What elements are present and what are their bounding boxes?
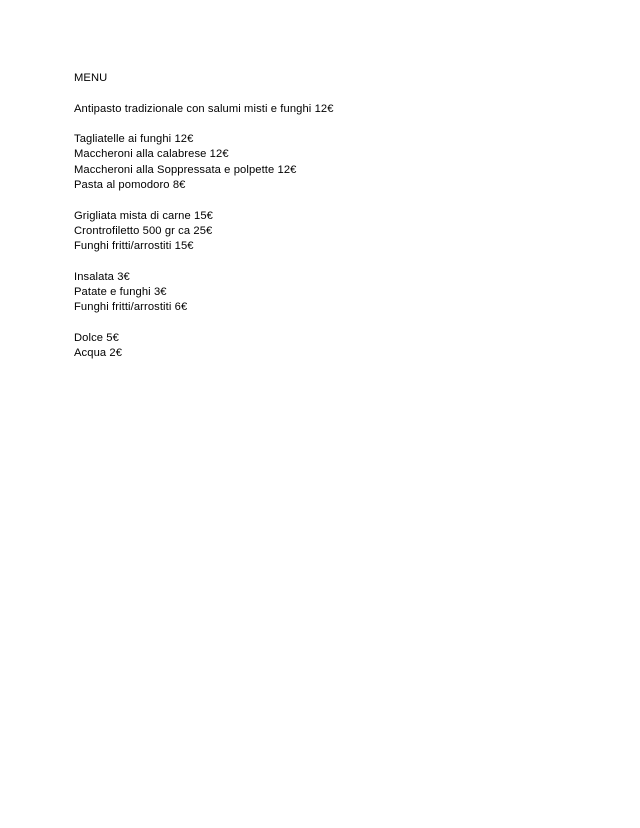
menu-item: Antipasto tradizionale con salumi misti e funghi 12€ — [74, 102, 334, 115]
menu-item: Crontrofiletto 500 gr ca 25€ — [74, 224, 213, 237]
document-body — [74, 71, 580, 362]
menu-item: Acqua 2€ — [74, 347, 123, 360]
menu-item: Funghi fritti/arrostiti 6€ — [74, 301, 188, 314]
dolci-bevande-block — [74, 331, 580, 362]
primi-block — [74, 132, 580, 193]
menu-item: Tagliatelle ai funghi 12€ — [74, 133, 194, 146]
spacer — [74, 255, 580, 270]
menu-item: Patate e funghi 3€ — [74, 286, 167, 299]
secondi-block — [74, 209, 580, 255]
menu-item: Grigliata mista di carne 15€ — [74, 209, 213, 222]
page-title: MENU — [74, 72, 108, 84]
antipasti-block — [74, 102, 580, 117]
menu-item: Insalata 3€ — [74, 270, 130, 283]
spacer — [74, 316, 580, 331]
title-block — [74, 71, 580, 86]
contorni-block — [74, 270, 580, 316]
menu-item: Maccheroni alla Soppressata e polpette 12€ — [74, 163, 297, 176]
menu-item: Funghi fritti/arrostiti 15€ — [74, 240, 194, 253]
menu-item: Dolce 5€ — [74, 332, 119, 345]
spacer — [74, 193, 580, 208]
menu-item: Maccheroni alla calabrese 12€ — [74, 148, 229, 161]
spacer — [74, 117, 580, 132]
menu-item: Pasta al pomodoro 8€ — [74, 179, 186, 192]
spacer — [74, 86, 580, 101]
